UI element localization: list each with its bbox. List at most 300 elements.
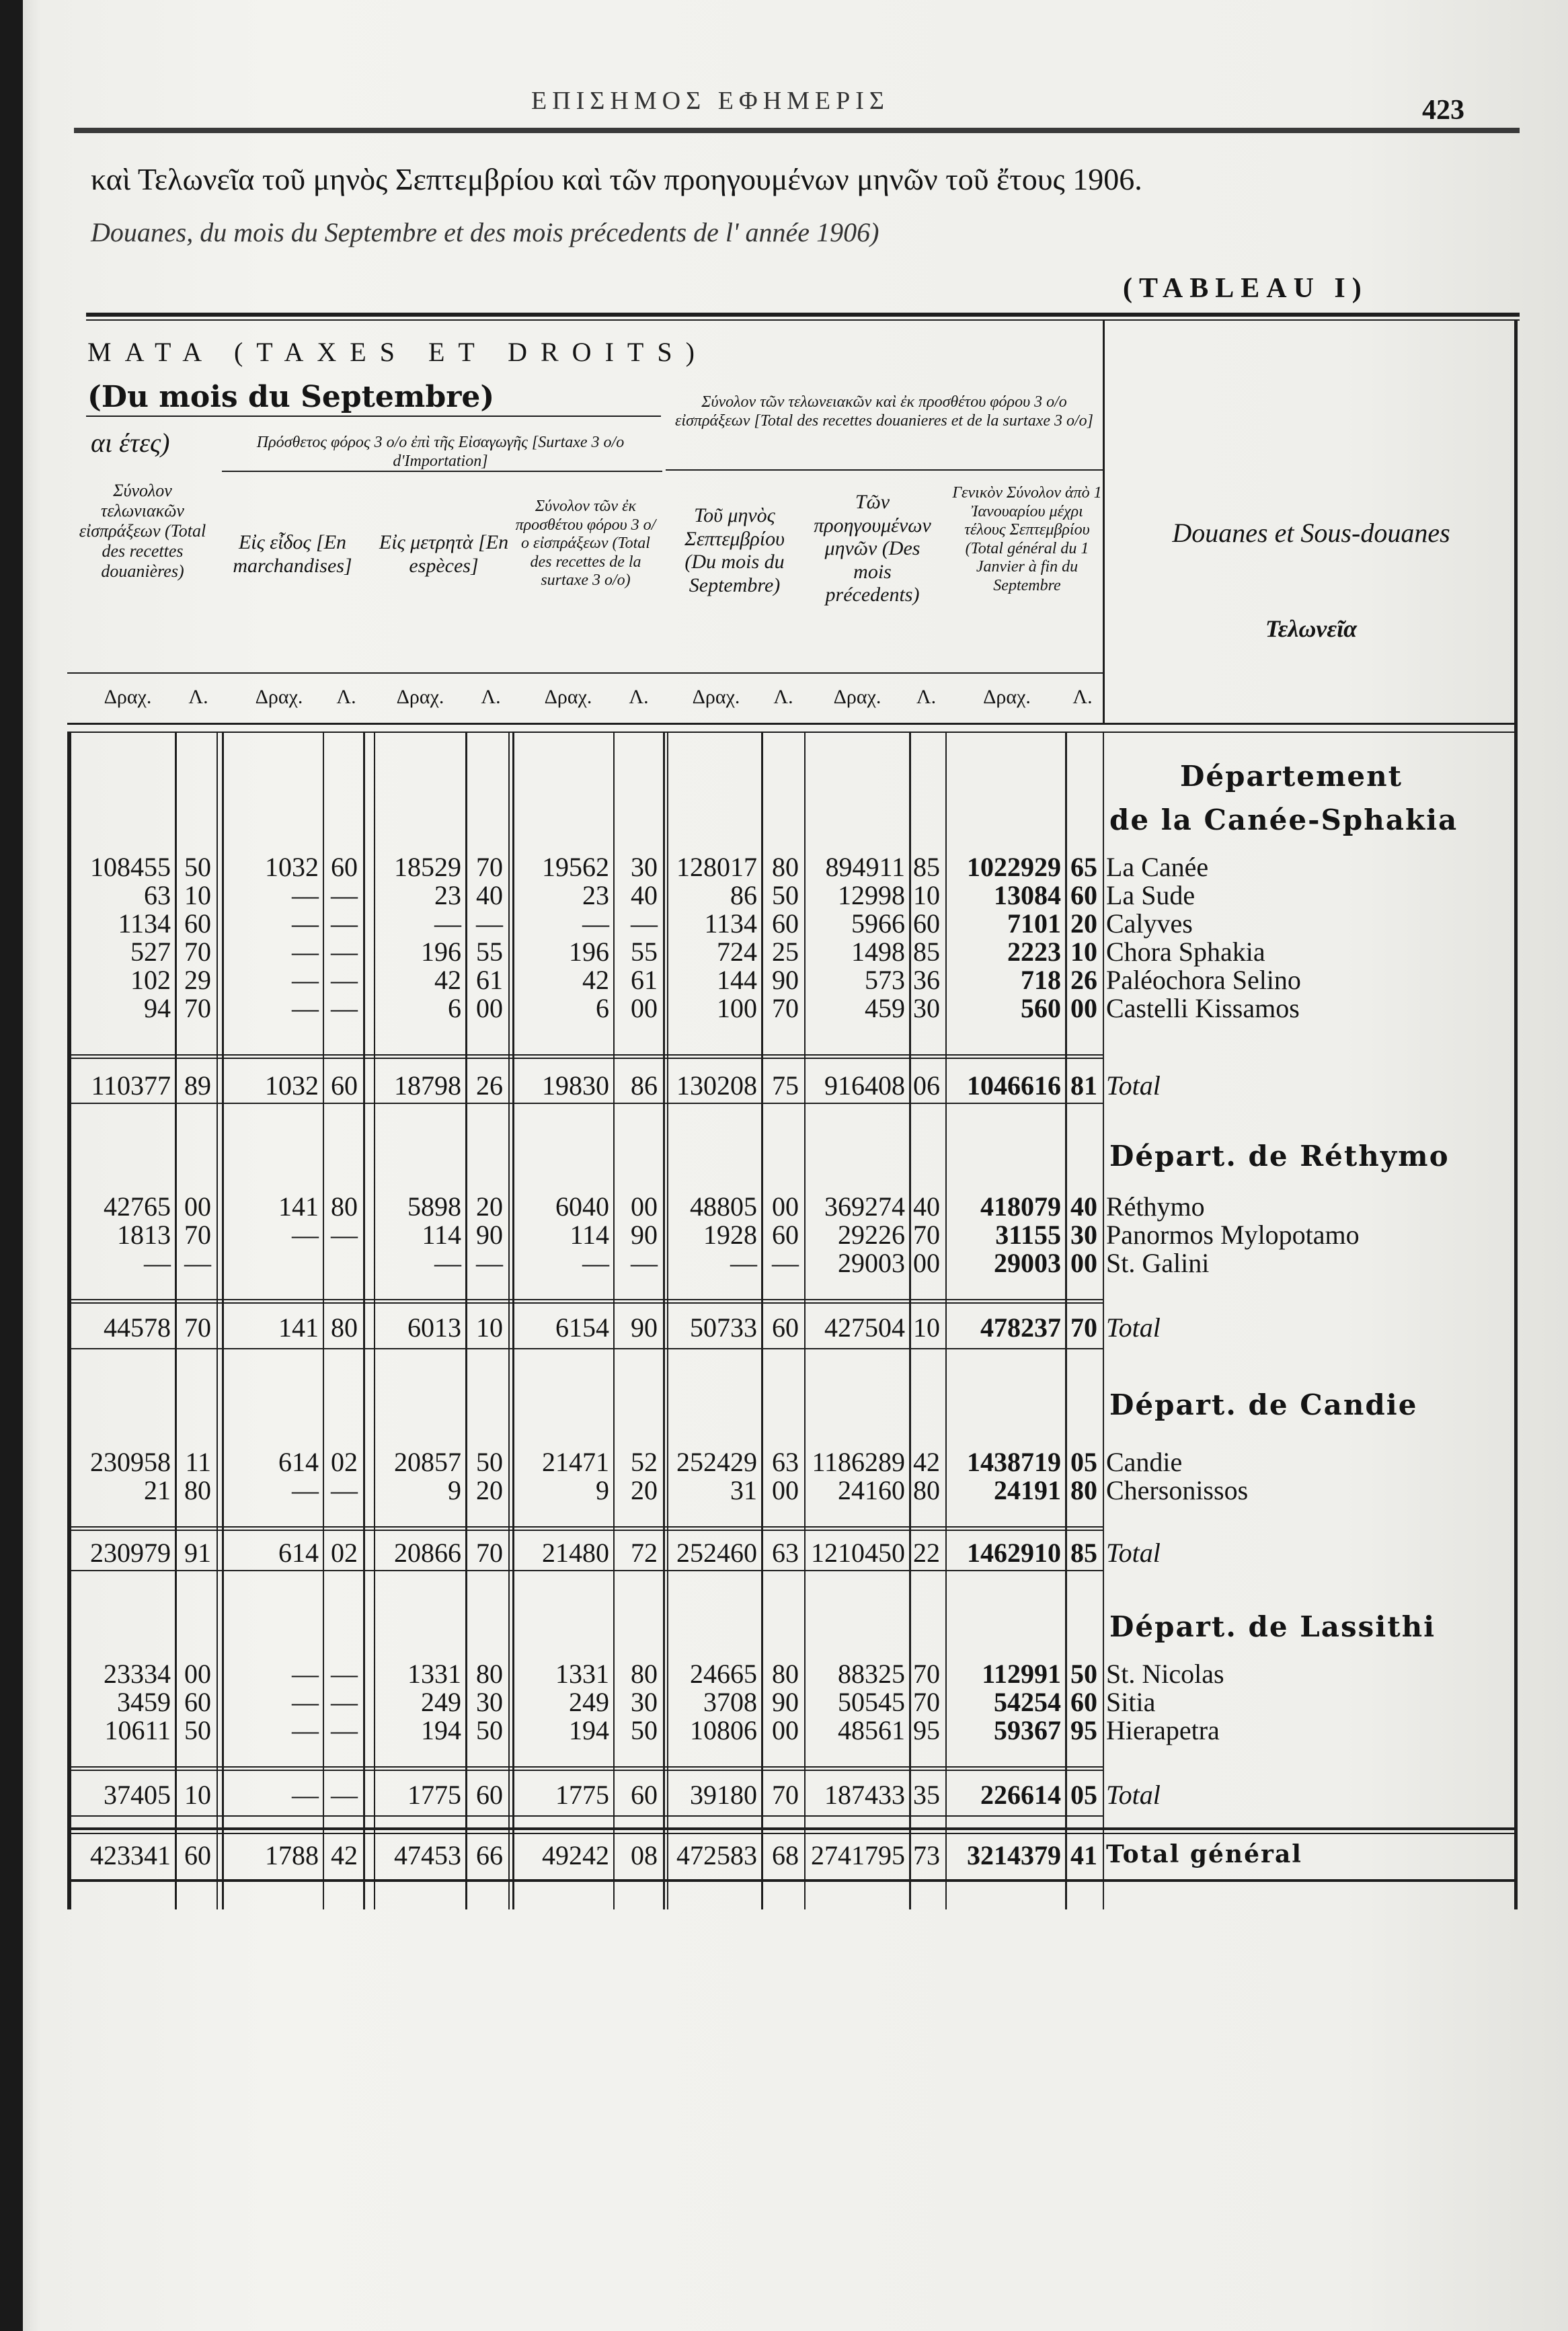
running-title: ΕΠΙΣΗΜΟΣ ΕΦΗΜΕΡΙΣ — [531, 87, 890, 115]
page-number: 423 — [1422, 95, 1464, 126]
subtotal-rule-2 — [70, 1058, 1103, 1059]
c1-lepta: — — [184, 1248, 211, 1278]
office-name: Chora Sphakia — [1106, 937, 1265, 967]
c3-lepta: 00 — [476, 993, 503, 1023]
c2-lepta: 42 — [331, 1840, 358, 1870]
c7-lepta: 81 — [1070, 1070, 1097, 1101]
c1-lepta: 70 — [184, 1220, 211, 1250]
c7-drachma: 59367 — [994, 1715, 1061, 1745]
c6-drachma: 573 — [865, 965, 905, 995]
c4-lepta: 00 — [631, 1191, 658, 1222]
c2-drachma: — — [292, 880, 319, 910]
c3-drachma: 42 — [434, 965, 461, 995]
c1-drachma: 527 — [130, 937, 171, 967]
c4-lepta: 86 — [631, 1070, 658, 1101]
c6-drachma: 12998 — [838, 880, 905, 910]
c4-drachma: 249 — [569, 1687, 609, 1717]
c5-lepta: 25 — [772, 937, 799, 967]
c2-drachma: — — [292, 1687, 319, 1717]
section-end-rule — [70, 1570, 1103, 1571]
c5-lepta: 60 — [772, 1220, 799, 1250]
c4-drachma: 1331 — [555, 1659, 609, 1689]
c7-lepta: 00 — [1070, 993, 1097, 1023]
c4-drachma: 21480 — [542, 1538, 609, 1568]
unit-c2-drachma: Δραχ. — [255, 686, 303, 708]
c4-drachma: 42 — [582, 965, 609, 995]
c7-lepta: 85 — [1070, 1538, 1097, 1568]
c1-lepta: 11 — [185, 1447, 211, 1477]
c2-drachma: 1032 — [265, 1070, 319, 1101]
header-c1: Σύνολον τελωνιακῶν εἰσπράξεων (Total des recettes douanières) — [79, 481, 206, 581]
c7-lepta: 70 — [1070, 1312, 1097, 1343]
c2-lepta: 02 — [331, 1447, 358, 1477]
c4-drachma: 49242 — [542, 1840, 609, 1870]
c2-drachma: 1032 — [265, 852, 319, 882]
c1-lepta: 00 — [184, 1191, 211, 1222]
office-name: Total — [1106, 1538, 1161, 1568]
c5-lepta: 00 — [772, 1475, 799, 1505]
c1-drachma: 63 — [144, 880, 171, 910]
c3-drachma: 9 — [448, 1475, 461, 1505]
c7-drachma: 54254 — [994, 1687, 1061, 1717]
c1-drachma: 21 — [144, 1475, 171, 1505]
grand-total-rule-2 — [67, 1833, 1514, 1834]
table-top-rule-2 — [86, 319, 1520, 321]
c4-lepta: 80 — [631, 1659, 658, 1689]
c1-drachma: 94 — [144, 993, 171, 1023]
c1-drachma: 10611 — [104, 1715, 171, 1745]
subtotal-rule-2 — [70, 1770, 1103, 1771]
unit-c5-drachma: Δραχ. — [692, 686, 740, 708]
c5-drachma: 1928 — [703, 1220, 757, 1250]
c5-lepta: 60 — [772, 908, 799, 939]
section-end-rule — [70, 1103, 1103, 1104]
c1-lepta: 70 — [184, 993, 211, 1023]
c3-lepta: 20 — [476, 1191, 503, 1222]
c7-drachma: 24191 — [994, 1475, 1061, 1505]
c6-lepta: 36 — [913, 965, 940, 995]
c5-lepta: — — [772, 1248, 799, 1278]
c2-lepta: — — [331, 1220, 358, 1250]
c4-drachma: 19562 — [542, 852, 609, 882]
c7-lepta: 65 — [1070, 852, 1097, 882]
c7-drachma: 1462910 — [967, 1538, 1061, 1568]
c6-drachma: 88325 — [838, 1659, 905, 1689]
department-title: Départ. de Réthymo — [1109, 1140, 1450, 1173]
c4-lepta: 55 — [631, 937, 658, 967]
binding-edge — [0, 0, 23, 2331]
office-name: Total — [1106, 1070, 1161, 1101]
c4-lepta: 50 — [631, 1715, 658, 1745]
c5-drachma: 100 — [717, 993, 757, 1023]
c5-drachma: 130208 — [676, 1070, 757, 1101]
c4-drachma: 194 — [569, 1715, 609, 1745]
unit-c7-drachma: Δραχ. — [983, 686, 1031, 708]
c5-drachma: 48805 — [690, 1191, 757, 1222]
c3-drachma: 194 — [421, 1715, 461, 1745]
column-rule — [217, 733, 218, 1909]
office-name: La Sude — [1106, 880, 1195, 910]
unit-c3-drachma: Δραχ. — [396, 686, 444, 708]
c3-lepta: 80 — [476, 1659, 503, 1689]
c6-drachma: 1498 — [851, 937, 905, 967]
c5-drachma: 252429 — [676, 1447, 757, 1477]
c1-drachma: 423341 — [90, 1840, 171, 1870]
c4-lepta: 90 — [631, 1312, 658, 1343]
c3-drachma: 6 — [448, 993, 461, 1023]
c3-lepta: 66 — [476, 1840, 503, 1870]
c6-lepta: 42 — [913, 1447, 940, 1477]
c3-lepta: 55 — [476, 937, 503, 967]
c2-drachma: — — [292, 965, 319, 995]
c1-drachma: 1134 — [118, 908, 171, 939]
header-c4: Σύνολον τῶν ἐκ προσθέτου φόρου 3 ο/ο εἰσπράξεων (Total des recettes de la surtaxe 3 o/o) — [515, 498, 656, 590]
c7-drachma: 1438719 — [967, 1447, 1061, 1477]
rule-surtaxe — [222, 471, 662, 472]
c5-drachma: 128017 — [676, 852, 757, 882]
c4-drachma: 9 — [596, 1475, 609, 1505]
c1-drachma: 42765 — [104, 1191, 171, 1222]
c7-lepta: 41 — [1070, 1840, 1097, 1870]
c3-drachma: — — [434, 1248, 461, 1278]
c3-drachma: 114 — [422, 1220, 461, 1250]
c1-drachma: 108455 — [90, 852, 171, 882]
office-name: Total — [1106, 1780, 1161, 1810]
office-name: Paléochora Selino — [1106, 965, 1301, 995]
c3-lepta: 70 — [476, 1538, 503, 1568]
c1-lepta: 10 — [184, 1780, 211, 1810]
c1-drachma: 44578 — [104, 1312, 171, 1343]
c5-lepta: 70 — [772, 993, 799, 1023]
c5-drachma: 24665 — [690, 1659, 757, 1689]
c1-drachma: — — [144, 1248, 171, 1278]
c4-drachma: 1775 — [555, 1780, 609, 1810]
c3-lepta: — — [476, 908, 503, 939]
c1-drachma: 230979 — [90, 1538, 171, 1568]
c1-lepta: 91 — [184, 1538, 211, 1568]
c7-drachma: 13084 — [994, 880, 1061, 910]
rule-c7-right-header — [1103, 319, 1105, 723]
c2-drachma: — — [292, 1475, 319, 1505]
c2-lepta: 80 — [331, 1191, 358, 1222]
c3-drachma: 47453 — [394, 1840, 461, 1870]
rule-units-bottom-2 — [67, 732, 1514, 733]
c4-lepta: 72 — [631, 1538, 658, 1568]
c2-lepta: — — [331, 993, 358, 1023]
c6-lepta: 60 — [913, 908, 940, 939]
c5-lepta: 63 — [772, 1447, 799, 1477]
office-name: Total — [1106, 1312, 1161, 1343]
c6-drachma: 1210450 — [811, 1538, 905, 1568]
c7-lepta: 60 — [1070, 1687, 1097, 1717]
c3-lepta: 90 — [476, 1220, 503, 1250]
c2-lepta: 60 — [331, 1070, 358, 1101]
c4-lepta: 61 — [631, 965, 658, 995]
c7-drachma: 31155 — [995, 1220, 1061, 1250]
c5-lepta: 90 — [772, 965, 799, 995]
department-title-cont: de la Canée-Sphakia — [1109, 803, 1458, 836]
c4-lepta: 60 — [631, 1780, 658, 1810]
c7-lepta: 26 — [1070, 965, 1097, 995]
c3-drachma: 196 — [421, 937, 461, 967]
c5-lepta: 00 — [772, 1191, 799, 1222]
c1-lepta: 80 — [184, 1475, 211, 1505]
c5-drachma: 39180 — [690, 1780, 757, 1810]
c6-lepta: 85 — [913, 852, 940, 882]
rule-units-top — [67, 672, 1103, 674]
c4-drachma: — — [582, 1248, 609, 1278]
rule-units-bottom — [67, 723, 1514, 725]
c6-drachma: 916408 — [824, 1070, 905, 1101]
rule-totals — [666, 469, 1103, 471]
c7-lepta: 10 — [1070, 937, 1097, 967]
c2-lepta: — — [331, 1659, 358, 1689]
c1-lepta: 50 — [184, 852, 211, 882]
c5-drachma: 3708 — [703, 1687, 757, 1717]
c2-drachma: — — [292, 1715, 319, 1745]
c3-lepta: 20 — [476, 1475, 503, 1505]
c6-drachma: 50545 — [838, 1687, 905, 1717]
unit-c4-lepta: Λ. — [629, 686, 649, 708]
c6-lepta: 70 — [913, 1687, 940, 1717]
c1-drachma: 3459 — [117, 1687, 171, 1717]
c6-drachma: 1186289 — [812, 1447, 905, 1477]
c4-drachma: 23 — [582, 880, 609, 910]
c4-lepta: 00 — [631, 993, 658, 1023]
c4-lepta: — — [631, 908, 658, 939]
c6-drachma: 29226 — [838, 1220, 905, 1250]
unit-c5-lepta: Λ. — [773, 686, 793, 708]
c6-lepta: 30 — [913, 993, 940, 1023]
section-end-rule — [70, 1348, 1103, 1349]
c5-lepta: 80 — [772, 852, 799, 882]
c4-drachma: 6040 — [555, 1191, 609, 1222]
c2-lepta: — — [331, 880, 358, 910]
department-title: Départ. de Candie — [1109, 1388, 1418, 1421]
c1-lepta: 00 — [184, 1659, 211, 1689]
column-rule — [663, 733, 665, 1909]
unit-c3-lepta: Λ. — [481, 686, 501, 708]
subtotal-rule — [70, 1526, 1103, 1528]
group-header: ΜΑΤΑ (TAXES ET DROITS) — [87, 337, 708, 367]
c2-lepta: — — [331, 1780, 358, 1810]
c5-drachma: 724 — [717, 937, 757, 967]
c6-drachma: 459 — [865, 993, 905, 1023]
office-name: Total général — [1106, 1840, 1302, 1868]
title-greek: καὶ Τελωνεῖα τοῦ μηνὸς Σεπτεμβρίου καὶ τῶν προηγουμένων μηνῶν τοῦ ἔτους 1906. — [91, 162, 1142, 196]
office-name: St. Galini — [1106, 1248, 1210, 1278]
c1-lepta: 89 — [184, 1070, 211, 1101]
c7-drachma: 478237 — [980, 1312, 1061, 1343]
c7-lepta: 80 — [1070, 1475, 1097, 1505]
c3-drachma: 6013 — [407, 1312, 461, 1343]
c6-lepta: 85 — [913, 937, 940, 967]
header-c8: Douanes et Sous-douanes — [1172, 518, 1450, 548]
c5-drachma: 144 — [717, 965, 757, 995]
c3-lepta: 50 — [476, 1715, 503, 1745]
subtotal-rule-2 — [70, 1530, 1103, 1531]
c4-lepta: 30 — [631, 852, 658, 882]
c7-lepta: 05 — [1070, 1447, 1097, 1477]
c5-lepta: 75 — [772, 1070, 799, 1101]
c7-lepta: 00 — [1070, 1248, 1097, 1278]
office-name: Calyves — [1106, 908, 1193, 939]
c3-drachma: — — [434, 908, 461, 939]
subtotal-rule-2 — [70, 1302, 1103, 1304]
c2-lepta: — — [331, 937, 358, 967]
department-title: Départ. de Lassithi — [1109, 1610, 1436, 1643]
c1-drachma: 110377 — [91, 1070, 171, 1101]
c5-lepta: 80 — [772, 1659, 799, 1689]
c6-lepta: 73 — [913, 1840, 940, 1870]
c5-drachma: 472583 — [676, 1840, 757, 1870]
c1-drachma: 1813 — [117, 1220, 171, 1250]
c3-drachma: 20866 — [394, 1538, 461, 1568]
c6-lepta: 80 — [913, 1475, 940, 1505]
c3-lepta: 70 — [476, 852, 503, 882]
unit-c6-lepta: Λ. — [916, 686, 937, 708]
c4-drachma: 196 — [569, 937, 609, 967]
c6-drachma: 2741795 — [811, 1840, 905, 1870]
c2-drachma: — — [292, 908, 319, 939]
c7-lepta: 30 — [1070, 1220, 1097, 1250]
c3-drachma: 20857 — [394, 1447, 461, 1477]
unit-c6-drachma: Δραχ. — [833, 686, 881, 708]
c3-drachma: 5898 — [407, 1191, 461, 1222]
c2-lepta: 80 — [331, 1312, 358, 1343]
c1-lepta: 60 — [184, 1840, 211, 1870]
c4-drachma: — — [582, 908, 609, 939]
c4-drachma: 6154 — [555, 1312, 609, 1343]
c7-drachma: 560 — [1021, 993, 1061, 1023]
c5-lepta: 50 — [772, 880, 799, 910]
c6-lepta: 10 — [913, 1312, 940, 1343]
office-name: Hierapetra — [1106, 1715, 1220, 1745]
c5-lepta: 00 — [772, 1715, 799, 1745]
c7-lepta: 05 — [1070, 1780, 1097, 1810]
c4-drachma: 6 — [596, 993, 609, 1023]
grand-total-rule — [67, 1827, 1514, 1830]
c2-lepta: — — [331, 965, 358, 995]
c4-drachma: 114 — [570, 1220, 609, 1250]
c1-lepta: 10 — [184, 880, 211, 910]
c6-lepta: 00 — [913, 1248, 940, 1278]
c1-drachma: 23334 — [104, 1659, 171, 1689]
c3-drachma: 1775 — [407, 1780, 461, 1810]
subtotal-rule — [70, 1299, 1103, 1300]
c7-drachma: 7101 — [1007, 908, 1061, 939]
c6-drachma: 187433 — [824, 1780, 905, 1810]
c5-drachma: 10806 — [690, 1715, 757, 1745]
c1-lepta: 60 — [184, 908, 211, 939]
office-name: Castelli Kissamos — [1106, 993, 1300, 1023]
c4-lepta: 40 — [631, 880, 658, 910]
office-name: Chersonissos — [1106, 1475, 1249, 1505]
c7-drachma: 29003 — [994, 1248, 1061, 1278]
c7-lepta: 40 — [1070, 1191, 1097, 1222]
c7-lepta: 20 — [1070, 908, 1097, 939]
c4-lepta: 52 — [631, 1447, 658, 1477]
c2-lepta: — — [331, 908, 358, 939]
c2-drachma: — — [292, 937, 319, 967]
c2-drachma: — — [292, 1220, 319, 1250]
c1-drachma: 102 — [130, 965, 171, 995]
table-bottom-rule — [67, 1879, 1514, 1882]
unit-c1-lepta: Λ. — [188, 686, 208, 708]
c6-drachma: 29003 — [838, 1248, 905, 1278]
department-title: Département — [1180, 760, 1403, 793]
title-french: Douanes, du mois du Septembre et des mois précedents de l' année 1906) — [91, 217, 879, 247]
c1-lepta: 70 — [184, 937, 211, 967]
unit-c1-drachma: Δραχ. — [104, 686, 152, 708]
c3-lepta: 40 — [476, 880, 503, 910]
c6-lepta: 22 — [913, 1538, 940, 1568]
c2-lepta: — — [331, 1687, 358, 1717]
c3-drachma: 23 — [434, 880, 461, 910]
tableau-label: (TABLEAU I) — [1123, 273, 1368, 304]
office-name: Candie — [1106, 1447, 1183, 1477]
c2-drachma: — — [292, 993, 319, 1023]
c3-drachma: 18798 — [394, 1070, 461, 1101]
c3-lepta: 10 — [476, 1312, 503, 1343]
c6-drachma: 894911 — [825, 852, 905, 882]
c6-drachma: 48561 — [838, 1715, 905, 1745]
c5-drachma: 86 — [730, 880, 757, 910]
c4-lepta: 20 — [631, 1475, 658, 1505]
totals-header: Σύνολον τῶν τελωνειακῶν καὶ ἐκ προσθέτου φόρου 3 ο/ο εἰσπράξεων [Total des recettes douanieres et de la surtaxe 3 o/o] — [674, 393, 1094, 430]
c1-drachma: 230958 — [90, 1447, 171, 1477]
header-c7: Γενικὸν Σύνολον ἀπὸ 1 Ἰανουαρίου μέχρι τέλους Σεπτεμβρίου (Total général du 1 Janvier à fin du Septembre — [952, 484, 1102, 594]
c4-lepta: 30 — [631, 1687, 658, 1717]
c2-drachma: — — [292, 1780, 319, 1810]
c7-drachma: 112991 — [982, 1659, 1061, 1689]
header-rule — [74, 128, 1520, 133]
c5-lepta: 70 — [772, 1780, 799, 1810]
header-c5: Τοῦ μηνὸς Σεπτεμβρίου (Du mois du Septembre) — [684, 504, 785, 596]
c2-drachma: — — [292, 1659, 319, 1689]
c7-drachma: 2223 — [1007, 937, 1061, 967]
c2-drachma: 1788 — [265, 1840, 319, 1870]
c2-drachma: 614 — [278, 1447, 319, 1477]
c3-lepta: — — [476, 1248, 503, 1278]
c6-lepta: 35 — [913, 1780, 940, 1810]
unit-c7-lepta: Λ. — [1072, 686, 1093, 708]
c6-lepta: 06 — [913, 1070, 940, 1101]
c5-drachma: 31 — [730, 1475, 757, 1505]
month-header: (Du mois du Septembre) — [87, 380, 495, 414]
c7-drachma: 1046616 — [967, 1070, 1061, 1101]
c3-drachma: 1331 — [407, 1659, 461, 1689]
c6-lepta: 40 — [913, 1191, 940, 1222]
office-name: Réthymo — [1106, 1191, 1205, 1222]
office-name: La Canée — [1106, 852, 1209, 882]
c4-drachma: 21471 — [542, 1447, 609, 1477]
c2-drachma: 141 — [278, 1312, 319, 1343]
subtotal-rule — [70, 1054, 1103, 1056]
c7-lepta: 95 — [1070, 1715, 1097, 1745]
c3-drachma: 18529 — [394, 852, 461, 882]
c1-lepta: 60 — [184, 1687, 211, 1717]
header-c6: Τῶν προηγουμένων μηνῶν (Des mois précedents) — [814, 491, 931, 606]
c5-lepta: 90 — [772, 1687, 799, 1717]
c4-lepta: 90 — [631, 1220, 658, 1250]
c1-drachma: 37405 — [104, 1780, 171, 1810]
office-name: Panormos Mylopotamo — [1106, 1220, 1360, 1250]
unit-c4-drachma: Δραχ. — [544, 686, 592, 708]
c6-lepta: 70 — [913, 1659, 940, 1689]
c2-drachma: 614 — [278, 1538, 319, 1568]
c5-lepta: 63 — [772, 1538, 799, 1568]
